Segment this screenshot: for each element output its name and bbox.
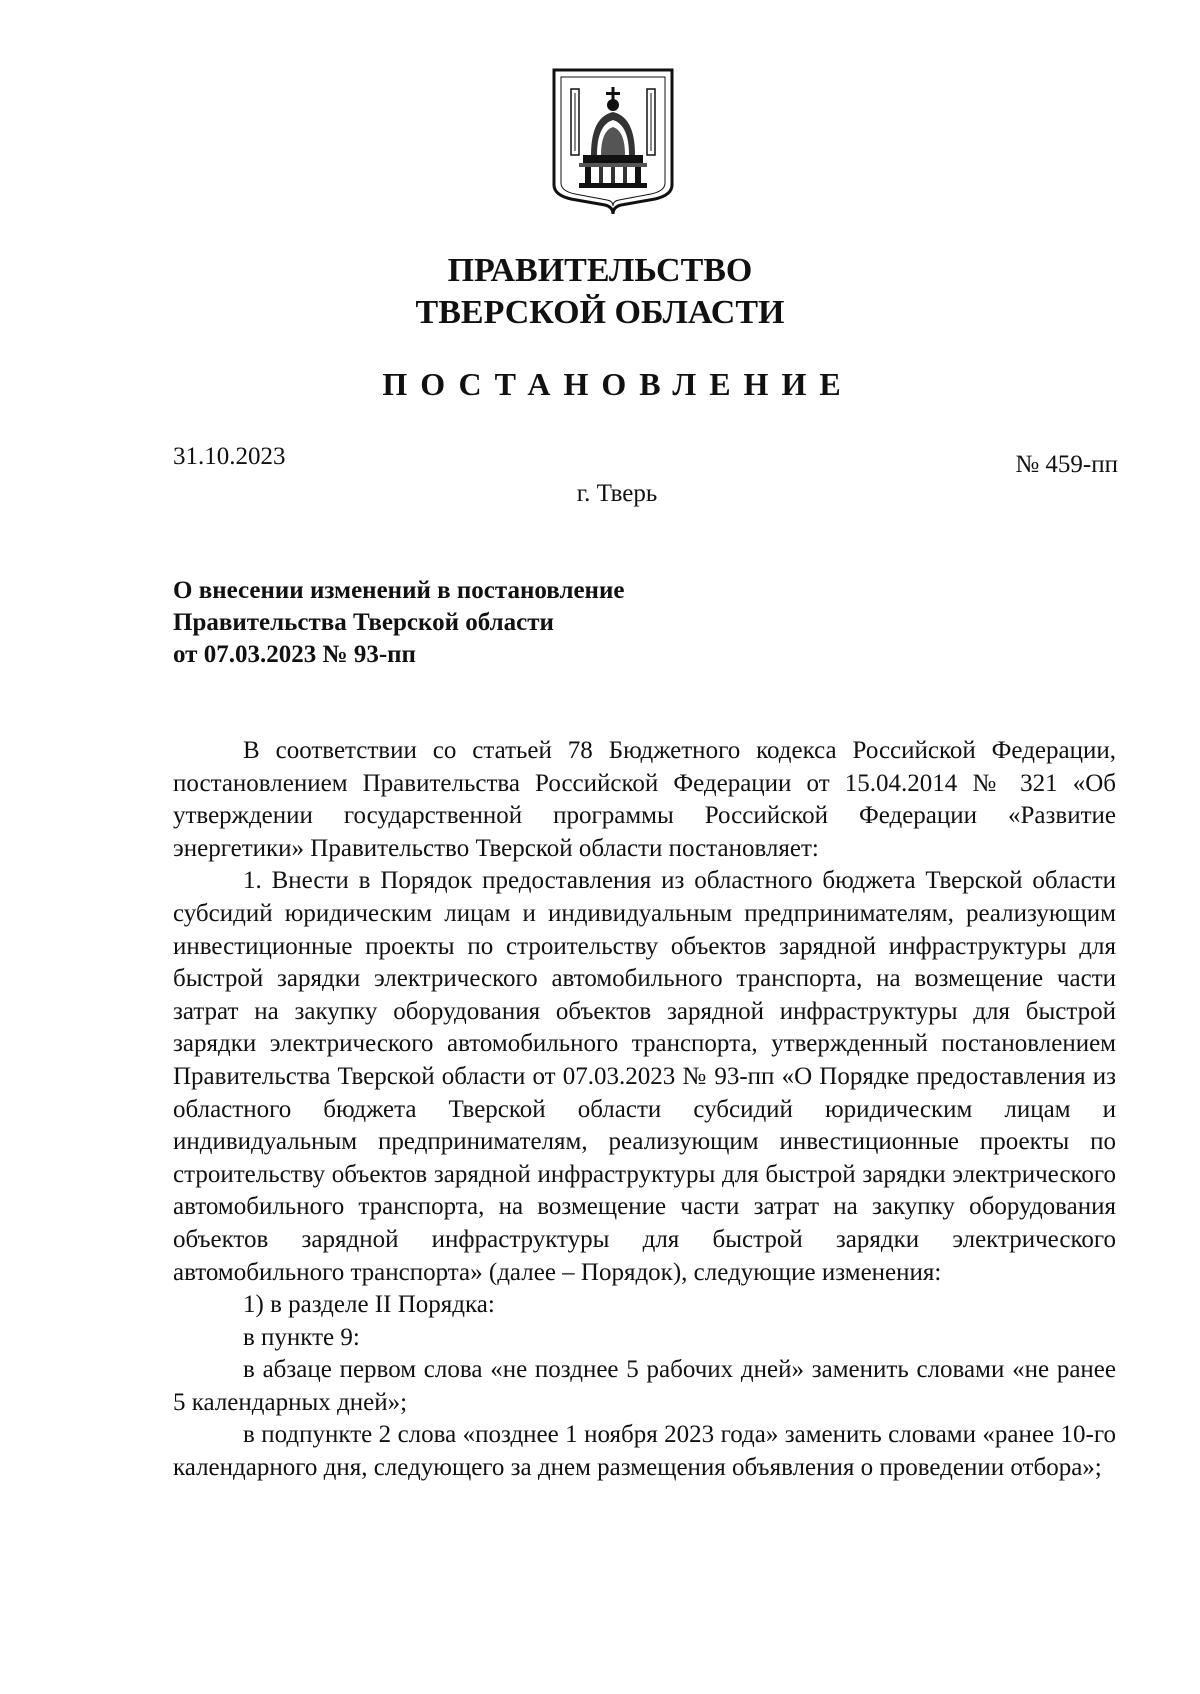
organization-name-line2: ТВЕРСКОЙ ОБЛАСТИ xyxy=(415,294,785,331)
document-city: г. Тверь xyxy=(576,480,658,507)
document-subject xyxy=(173,575,873,671)
body-paragraph-point: в пункте 9: xyxy=(243,1323,360,1351)
organization-name-line1: ПРАВИТЕЛЬСТВО xyxy=(447,252,753,289)
document-body xyxy=(173,735,1116,1485)
body-paragraph-amendment: в подпункте 2 слова «позднее 1 ноября 2023 года» заменить словами «ранее 10-го календарного дня, следующего за днем размещения объявления о проведении отбора»; xyxy=(173,1421,1116,1482)
document-number: № 459-пп xyxy=(1015,451,1118,478)
subject-line: Правительства Тверской области xyxy=(173,609,554,636)
body-paragraph-amendment: в абзаце первом слова «не позднее 5 рабочих дней» заменить словами «не ранее 5 календарных дней»; xyxy=(173,1356,1116,1416)
tver-coat-of-arms-emblem xyxy=(551,67,675,215)
body-paragraph-subitem: 1) в разделе II Порядка: xyxy=(243,1291,495,1319)
document-date: 31.10.2023 xyxy=(173,443,286,470)
subject-line: от 07.03.2023 № 93-пп xyxy=(173,641,416,668)
body-paragraph-item-1: 1. Внести в Порядок предоставления из областного бюджета Тверской области субсидий юридическим лицам и индивидуальным предпринимателям, реализующим инвестиционные проекты по строительству объектов зарядной инфраструктуры для быстрой зарядки электрического автомобильного транспорта, на возмещение части затрат на закупку оборудования объектов зарядной инфраструктуры для быстрой зарядки электрического автомобильного транспорта, утвержденный постановлением Правительства Тверской области от 07.03.2023 № 93-пп «О Порядке предоставления из областного бюджета Тверской области субсидий юридическим лицам и индивидуальным предпринимателям, реализующим инвестиционные проекты по строительству объектов зарядной инфраструктуры для быстрой зарядки электрического автомобильного транспорта, на возмещение части затрат на закупку оборудования объектов зарядной инфраструктуры для быстрой зарядки электрического автомобильного транспорта» (далее – Порядок), следующие изменения: xyxy=(173,867,1116,1286)
body-paragraph-preamble: В соответствии со статьей 78 Бюджетного кодекса Российской Федерации, постановлением Правительства Российской Федерации от 15.04.2014 № 321 «Об утверждении государственной программы Российской Федерации «Развитие энергетики» Правительство Тверской области постановляет: xyxy=(173,737,1116,862)
subject-line: О внесении изменений в постановление xyxy=(173,577,625,604)
document-type-title: ПОСТАНОВЛЕНИЕ xyxy=(382,366,854,402)
